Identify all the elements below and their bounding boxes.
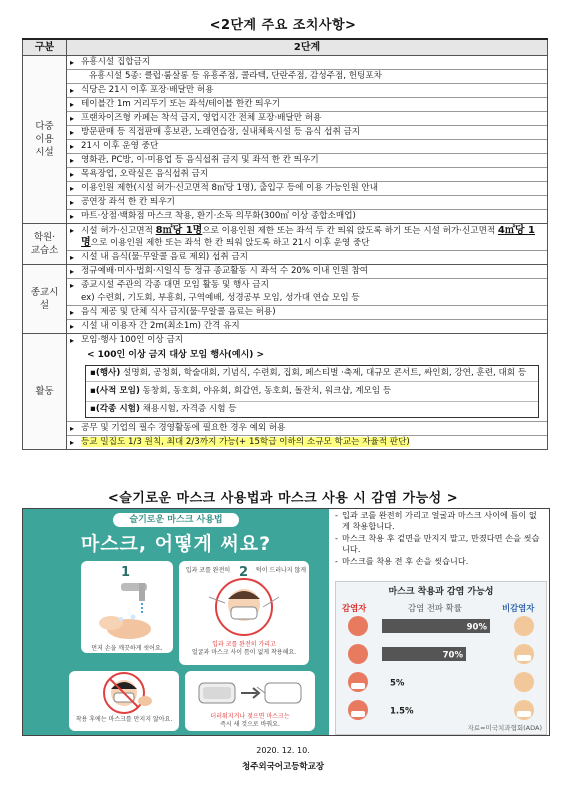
step2-top-left: 입과 코를 완전히 (185, 567, 231, 574)
chart-right-label: 비감염자 (502, 603, 535, 613)
event-example: ▪(행사) 설명회, 공청회, 학술대회, 기념식, 수련회, 집회, 페스티벌 ·축제, 대규모 콘서트, 싸인회, 강연, 훈련, 대회 등 (86, 366, 538, 382)
mask-icon (351, 711, 365, 717)
chart-bar (382, 675, 388, 689)
chart-plot (336, 614, 546, 734)
list-item: ▸ 프랜차이즈형 카페는 착석 금지, 영업시간 전체 포장·배달만 허용 (67, 112, 547, 126)
event-example: ▪(사적 모임) 동창회, 동호회, 야유회, 회갑연, 동호회, 돌잔치, 워크샵, 계모임 등 (86, 382, 538, 402)
tip-item: - 입과 코를 완전히 가리고 얼굴과 마스크 사이에 틈이 없게 착용합니다. (333, 509, 547, 532)
step1-caption: 먼저 손을 깨끗하게 씻어요. (91, 645, 163, 652)
mask-poster (23, 509, 329, 735)
step2-caption-highlight: 입과 코를 완전히 가리고 (212, 641, 276, 648)
chart-xlabel: 감염 전파 확률 (408, 603, 462, 613)
step2-card (179, 561, 309, 665)
section2-title: <슬기로운 마스크 사용법과 마스크 사용 시 감염 가능성 > (107, 491, 459, 506)
replace-mask-icon (185, 673, 315, 715)
density-rule-4: 4㎡당 1명 (81, 225, 535, 248)
mask-face-icon (179, 577, 309, 637)
list-item: 유흥시설 5종: 클럽·룸살롱 등 유흥주점, 콜라텍, 단란주점, 감성주점, 헌팅포차 (67, 70, 547, 84)
list-item: ▸ 목욕장업, 오락실은 음식섭취 금지 (67, 168, 547, 182)
list-item: ▸ 공연장 좌석 한 칸 띄우기 (67, 196, 547, 210)
category-academy: 학원· 교습소 (23, 224, 67, 265)
poster-tag: 슬기로운 마스크 사용법 (113, 513, 239, 527)
chart-title: 마스크 착용과 감염 가능성 (388, 587, 494, 597)
infected-face-icon (348, 644, 368, 664)
step1-card (81, 561, 173, 653)
step4-caption: 즉시 새 것으로 바꿔요. (220, 721, 280, 728)
measures-table (22, 38, 548, 450)
chart-left-label: 감염자 (342, 603, 367, 613)
chart-source: 자료=미국치과협회(ADA) (467, 724, 542, 732)
mask-icon (351, 683, 365, 689)
list-item: ▸ 등교 밀집도 1/3 원칙, 최대 2/3까지 가능(+ 15학급 이하의 소규모 학교는 자율적 판단) (67, 436, 547, 449)
issuer: 청주외국어고등학교장 (241, 762, 325, 772)
tip-item: - 마스크 착용 후 겉면을 만지지 말고, 만졌다면 손을 씻습니다. (333, 532, 547, 555)
tip-item: - 마스크를 착용 전 후 손을 씻습니다. (333, 555, 547, 567)
list-item: ▸ 테이블간 1m 거리두기 또는 좌석/테이블 한칸 띄우기 (67, 98, 547, 112)
row-religion (23, 265, 548, 334)
handwash-icon (81, 579, 173, 649)
list-item: ▸ 정규예배·미사·법회·시일식 등 정규 종교활동 시 좌석 수 20% 이내 인원 참여 (67, 265, 547, 279)
list-item: ▸ 식당은 21시 이후 포장·배달만 허용 (67, 84, 547, 98)
poster-headline: 마스크, 어떻게 써요? (80, 533, 272, 555)
step3-card (69, 671, 179, 731)
event-example: ▪(각종 시험) 채용시험, 자격증 시험 등 (90, 404, 237, 414)
step1-number: 1 (121, 565, 131, 580)
step3-caption: 착용 후에는 마스크를 만지지 않아요. (75, 716, 173, 723)
chart-value-label: 70% (442, 650, 463, 661)
uninfected-face-icon (514, 672, 534, 692)
no-touch-mask-icon (69, 671, 179, 715)
event-box-heading: < 100인 이상 금지 대상 모임 행사(예시) > (87, 350, 265, 360)
row-activity (23, 334, 548, 450)
step2-top-right: 턱이 드러나지 않게 (255, 567, 307, 574)
mask-icon (517, 711, 531, 717)
list-item: ▸ 종교시설 주관의 각종 대면 모임 활동 및 행사 금지 (67, 279, 547, 292)
list-item: ▸ 방문판매 등 직접판매 홍보관, 노래연습장, 실내체육시설 등 음식 섭취 금지 (67, 126, 547, 140)
header-stage: 2단계 (67, 39, 548, 56)
category-multi-use: 다중 이용 시설 (23, 56, 67, 224)
table-header-row (23, 39, 548, 56)
multi-use-lines (67, 56, 548, 224)
header-category: 구분 (23, 39, 67, 56)
list-item: ▸ 21시 이후 운영 중단 (67, 140, 547, 154)
mask-section (22, 508, 550, 736)
step4-card (185, 671, 315, 731)
mask-icon (517, 655, 531, 661)
uninfected-face-icon (514, 616, 534, 636)
infected-face-icon (348, 616, 368, 636)
chart-value-label: 5% (390, 678, 405, 689)
list-item: ▸ 이용인원 제한(시설 허가·신고면적 8㎡당 1명), 출입구 등에 이용 가능인원 안내 (67, 182, 547, 196)
category-religion: 종교시설 (23, 265, 67, 334)
row-multi-use (23, 56, 548, 224)
list-item: ▸ 모임·행사 100인 이상 금지 (67, 334, 547, 347)
step2-caption: 얼굴과 마스크 사이 틈이 없게 착용해요. (191, 649, 297, 656)
religion-lines (67, 265, 548, 334)
category-activity: 활동 (23, 334, 67, 450)
page-title: <2단계 주요 조치사항> (209, 18, 357, 33)
chart-bar (382, 703, 384, 717)
infection-chart (335, 581, 547, 735)
step4-caption-highlight: 더러워지거나 젖으면 마스크는 (210, 713, 290, 720)
issue-date: 2020. 12. 10. (256, 746, 310, 755)
list-item: ▸ 음식 제공 및 단체 식사 금지(물·무알콜 음료는 허용) (67, 306, 547, 320)
chart-value-label: 90% (466, 622, 487, 633)
list-item: ▸ 시설 허가·신고면적 8㎡당 1명으로 이용인원 제한 또는 좌석 두 칸 띄워 앉도록 하기 또는 시설 허가·신고면적 4㎡당 1명으로 이용인원 제한 또는 좌석 한 칸 띄워 앉도록 하고 21시 이후 운영 중단 (67, 224, 547, 251)
list-item: ▸ 유흥시설 집합금지 (67, 56, 547, 70)
list-item: ▸ 마트·상점·백화점 마스크 착용, 환기·소독 의무화(300㎡ 이상 종합소매업) (67, 210, 547, 223)
event-examples-box (85, 365, 539, 418)
academy-lines (67, 224, 548, 265)
step2-number: 2 (239, 565, 249, 580)
chart-value-label: 1.5% (390, 706, 414, 717)
list-item: ▸ 시설 내 이용자 간 2m(최소1m) 간격 유지 (67, 320, 547, 333)
density-rule-8: 8㎡당 1명 (155, 225, 203, 236)
mask-tips (333, 509, 547, 567)
list-item: ex) 수련회, 기도회, 부흥회, 구역예배, 성경공부 모임, 성가대 연습 모임 등 (67, 292, 547, 306)
row-academy (23, 224, 548, 265)
list-item: ▸ 시설 내 음식(물·무알콜 음료 제외) 섭취 금지 (67, 251, 547, 264)
activity-lines (67, 334, 548, 450)
list-item: ▸ 영화관, PC방, 이·미용업 등 음식섭취 금지 및 좌석 한 칸 띄우기 (67, 154, 547, 168)
list-item: ▸ 공무 및 기업의 필수 경영활동에 필요한 경우 예외 허용 (67, 421, 547, 436)
